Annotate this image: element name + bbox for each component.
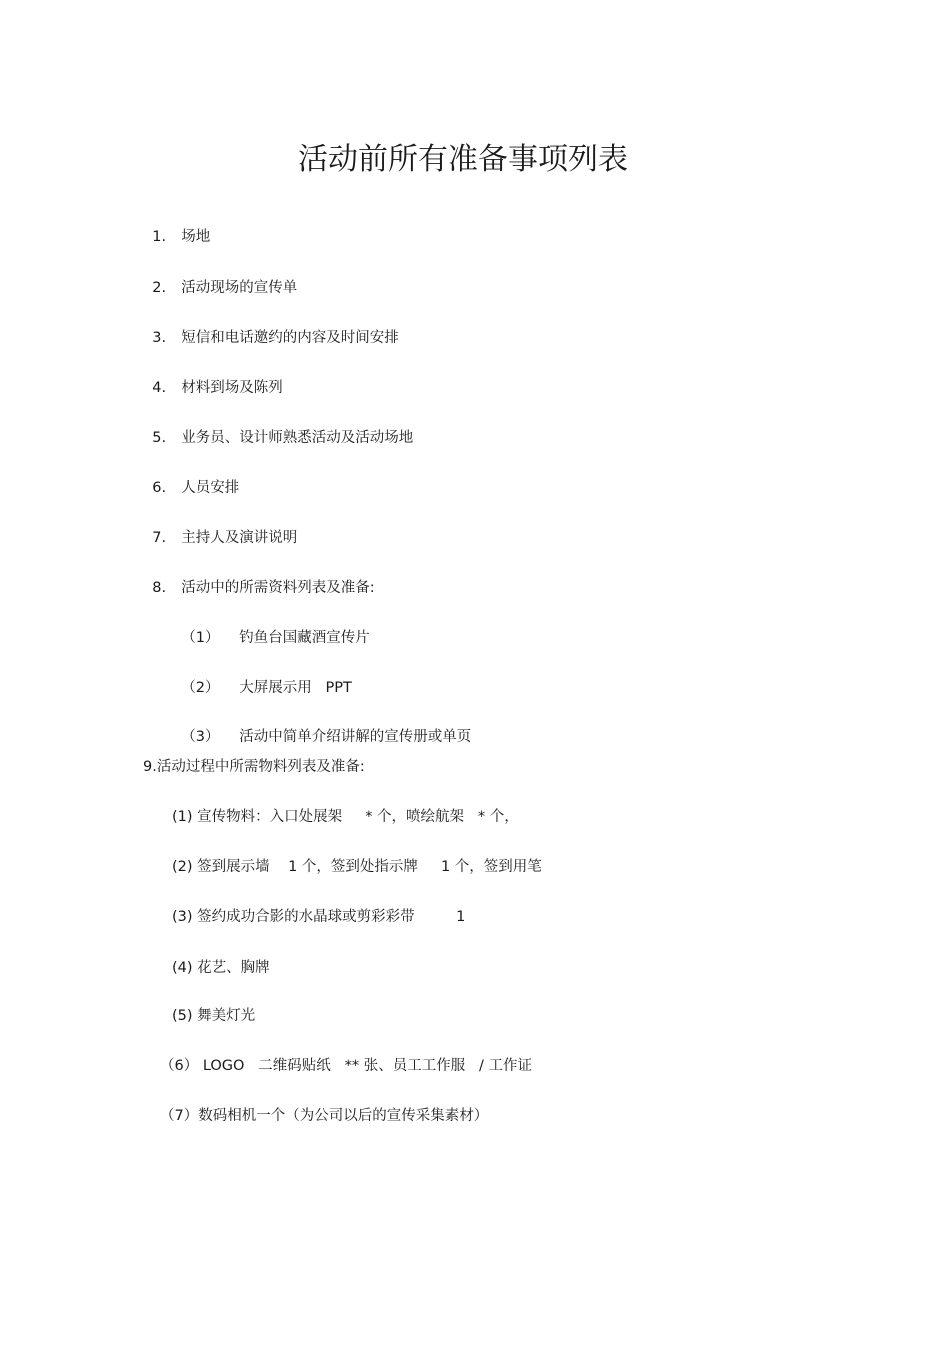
list-item [143, 308, 399, 348]
sub-list-item [172, 707, 471, 747]
list-item [143, 558, 375, 598]
item-number: 2. [152, 280, 167, 296]
page-title: 活动前所有准备事项列表 [298, 142, 628, 177]
item-text: 材料到场及陈列 [181, 380, 283, 396]
list-item [143, 508, 297, 548]
item-number: 8. [152, 580, 167, 596]
item-text: 活动现场的宣传单 [181, 280, 298, 296]
sub-list-item [172, 658, 352, 698]
sub-list-item: （7）数码相机一个（为公司以后的宣传采集素材） [160, 1108, 489, 1124]
item-text: 主持人及演讲说明 [181, 530, 298, 546]
sub-item-number: （1） [181, 630, 220, 646]
list-item [143, 408, 413, 448]
list-item [143, 358, 283, 398]
item-number: 3. [152, 330, 167, 346]
item-text: 活动中的所需资料列表及准备: [181, 580, 375, 596]
sub-list-item: (4) 花艺、胸牌 [172, 960, 270, 976]
sub-item-number: （2） [181, 680, 220, 696]
item-number: 7. [152, 530, 167, 546]
list-item: 9.活动过程中所需物料列表及准备: [143, 759, 365, 775]
sub-list-item [172, 608, 370, 648]
sub-item-text: 钓鱼台国藏酒宣传片 [239, 630, 370, 646]
sub-item-number: （3） [181, 729, 220, 745]
sub-list-item: (3) 签约成功合影的水晶球或剪彩彩带 1 [172, 909, 466, 925]
item-text: 人员安排 [181, 480, 240, 496]
list-item [143, 207, 210, 247]
item-text: 短信和电话邀约的内容及时间安排 [181, 330, 399, 346]
list-item [143, 258, 297, 298]
item-text: 业务员、设计师熟悉活动及活动场地 [181, 430, 414, 446]
list-item [143, 458, 239, 498]
sub-list-item: （6） LOGO 二维码贴纸 ** 张、员工工作服 / 工作证 [160, 1058, 533, 1074]
item-number: 1. [152, 229, 167, 245]
item-number: 6. [152, 480, 167, 496]
item-text: 场地 [181, 229, 211, 245]
sub-list-item: (2) 签到展示墙 1 个，签到处指示牌 1 个，签到用笔 [172, 859, 542, 875]
sub-list-item: (1) 宣传物料：入口处展架 * 个，喷绘航架 * 个， [172, 809, 519, 825]
item-number: 5. [152, 430, 167, 446]
sub-item-text: 大屏展示用 PPT [239, 680, 352, 696]
sub-list-item: (5) 舞美灯光 [172, 1008, 256, 1024]
sub-item-text: 活动中简单介绍讲解的宣传册或单页 [239, 729, 472, 745]
item-number: 4. [152, 380, 167, 396]
